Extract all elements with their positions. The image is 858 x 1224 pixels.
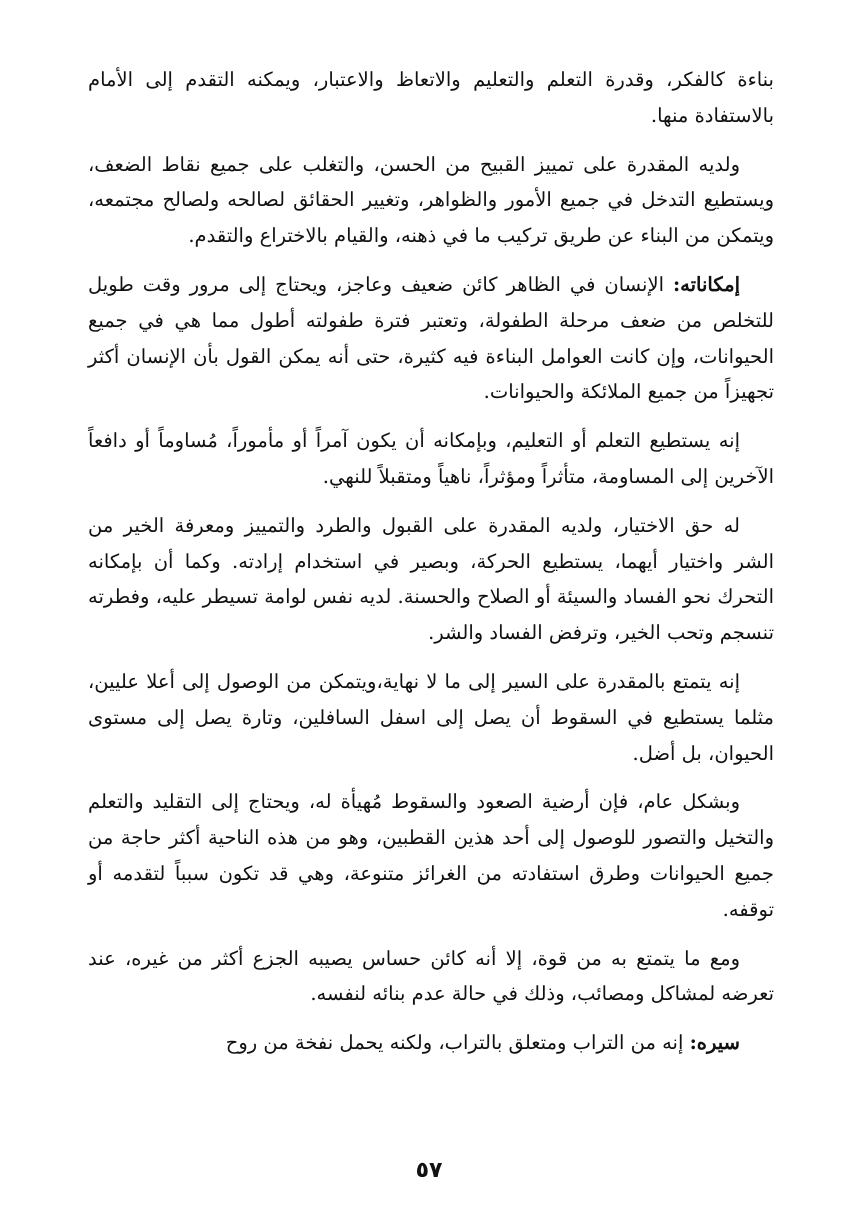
paragraph-text: ولديه المقدرة على تمييز القبيح من الحسن، والتغلب على جميع نقاط الضعف، ويستطيع التدخل في جميع الأمور والظواهر، وتغيير الحقائق لصالحه ولصالح مجتمعه، ويتمكن من البناء عن طريق تركيب ما في ذهنه، والقيام بالاختراع والتقدم. xyxy=(88,152,774,248)
paragraph-text: بناءة كالفكر، وقدرة التعلم والتعليم والاتعاظ والاعتبار، ويمكنه التقدم إلى الأمام بالاستفادة منها. xyxy=(88,68,774,127)
paragraph-4 xyxy=(88,423,774,495)
paragraph-8 xyxy=(88,941,774,1013)
paragraph-text: إنه من التراب ومتعلق بالتراب، ولكنه يحمل نفخة من روح xyxy=(225,1031,690,1055)
page-number: ٥٧ xyxy=(415,1158,443,1183)
paragraph-heading: إمكاناته: xyxy=(672,272,740,296)
paragraph-6 xyxy=(88,664,774,771)
paragraph-text: له حق الاختيار، ولديه المقدرة على القبول والطرد والتمييز ومعرفة الخير من الشر واختيار أيهما، يستطيع الحركة، وبصير في استخدام إرادته. وكما أن بإمكانه التحرك نحو الفساد والسيئة أو الصلاح والحسنة. لديه نفس لوامة تسيطر عليه، وفطرته تنسجم وتحب الخير، وترفض الفساد والشر. xyxy=(88,513,774,645)
paragraph-5 xyxy=(88,508,774,651)
paragraph-text: وبشكل عام، فإن أرضية الصعود والسقوط مُهيأة له، ويحتاج إلى التقليد والتعلم والتخيل والتصور للوصول إلى أحد هذين القطبين، وهو من هذه الناحية أكثر حاجة من جميع الحيوانات وطرق استفادته من الغرائز متنوعة، وهي قد تكون سبباً لتقدمه أو توقفه. xyxy=(88,790,774,921)
page-body xyxy=(88,62,774,1074)
paragraph-text: إنه يستطيع التعلم أو التعليم، وبإمكانه أن يكون آمراً أو مأموراً، مُساوماً أو دافعاً الآخرين إلى المساومة، متأثراً ومؤثراً، ناهياً ومتقبلاً للنهي. xyxy=(88,429,774,488)
paragraph-text: الإنسان في الظاهر كائن ضعيف وعاجز، ويحتاج إلى مرور وقت طويل للتخلص من ضعف مرحلة الطفولة، وتعتبر فترة طفولته أطول مما هي في جميع الحيوانات، وإن كانت العوامل البناءة فيه كثيرة، حتى أنه يمكن القول بأن الإنسان أكثر تجهيزاً من جميع الملائكة والحيوانات. xyxy=(88,272,774,404)
paragraph-3 xyxy=(88,267,774,410)
paragraph-2 xyxy=(88,147,774,254)
paragraph-9 xyxy=(88,1025,774,1061)
paragraph-text: إنه يتمتع بالمقدرة على السير إلى ما لا نهاية،ويتمكن من الوصول إلى أعلا عليين، مثلما يستطيع في السقوط أن يصل إلى اسفل السافلين، وتارة يصل إلى مستوى الحيوان، بل أضل. xyxy=(88,669,774,765)
paragraph-heading: سيره: xyxy=(689,1031,740,1055)
paragraph-1 xyxy=(88,62,774,134)
paragraph-7 xyxy=(88,784,774,927)
paragraph-text: ومع ما يتمتع به من قوة، إلا أنه كائن حساس يصيبه الجزع أكثر من غيره، عند تعرضه لمشاكل ومصائب، وذلك في حالة عدم بنائه لنفسه. xyxy=(88,946,774,1006)
